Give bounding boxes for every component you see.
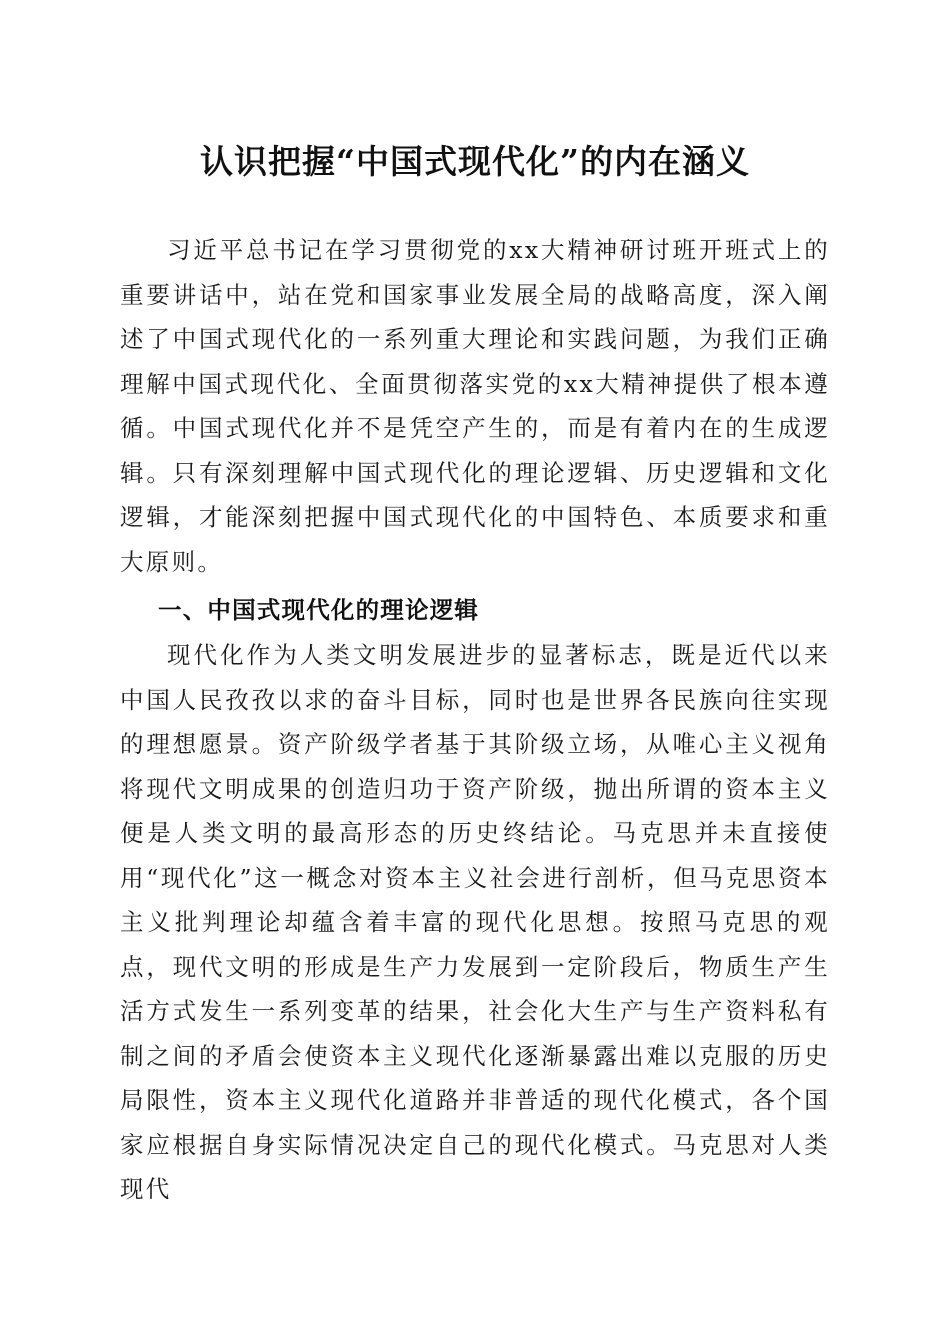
section-heading: 一、中国式现代化的理论逻辑: [158, 596, 480, 624]
body-paragraph: 现代化作为人类文明发展进步的显著标志，既是近代以来中国人民孜孜以求的奋斗目标，同时也是世界各民族向往实现的理想愿景。资产阶级学者基于其阶级立场，从唯心主义视角将现代文明成果的创造归功于资产阶级，抛出所谓的资本主义便是人类文明的最高形态的历史终结论。马克思并未直接使用“现代化”这一概念对资本主义社会进行剖析，但马克思资本主义批判理论却蕴含着丰富的现代化思想。按照马克思的观点，现代文明的形成是生产力发展到一定阶段后，物质生产生活方式发生一系列变革的结果，社会化大生产与生产资料私有制之间的矛盾会使资本主义现代化逐渐暴露出难以克服的历史局限性，资本主义现代化道路并非普适的现代化模式，各个国家应根据自身实际情况决定自己的现代化模式。马克思对人类现代: [120, 641, 830, 1203]
body-paragraph: 习近平总书记在学习贯彻党的xx大精神研讨班开班式上的重要讲话中，站在党和国家事业发展全局的战略高度，深入阐述了中国式现代化的一系列重大理论和实践问题，为我们正确理解中国式现代化、全面贯彻落实党的xx大精神提供了根本遵循。中国式现代化并不是凭空产生的，而是有着内在的生成逻辑。只有深刻理解中国式现代化的理论逻辑、历史逻辑和文化逻辑，才能深刻把握中国式现代化的中国特色、本质要求和重大原则。: [120, 236, 830, 576]
document-title: 认识把握“中国式现代化”的内在涵义: [200, 142, 750, 181]
